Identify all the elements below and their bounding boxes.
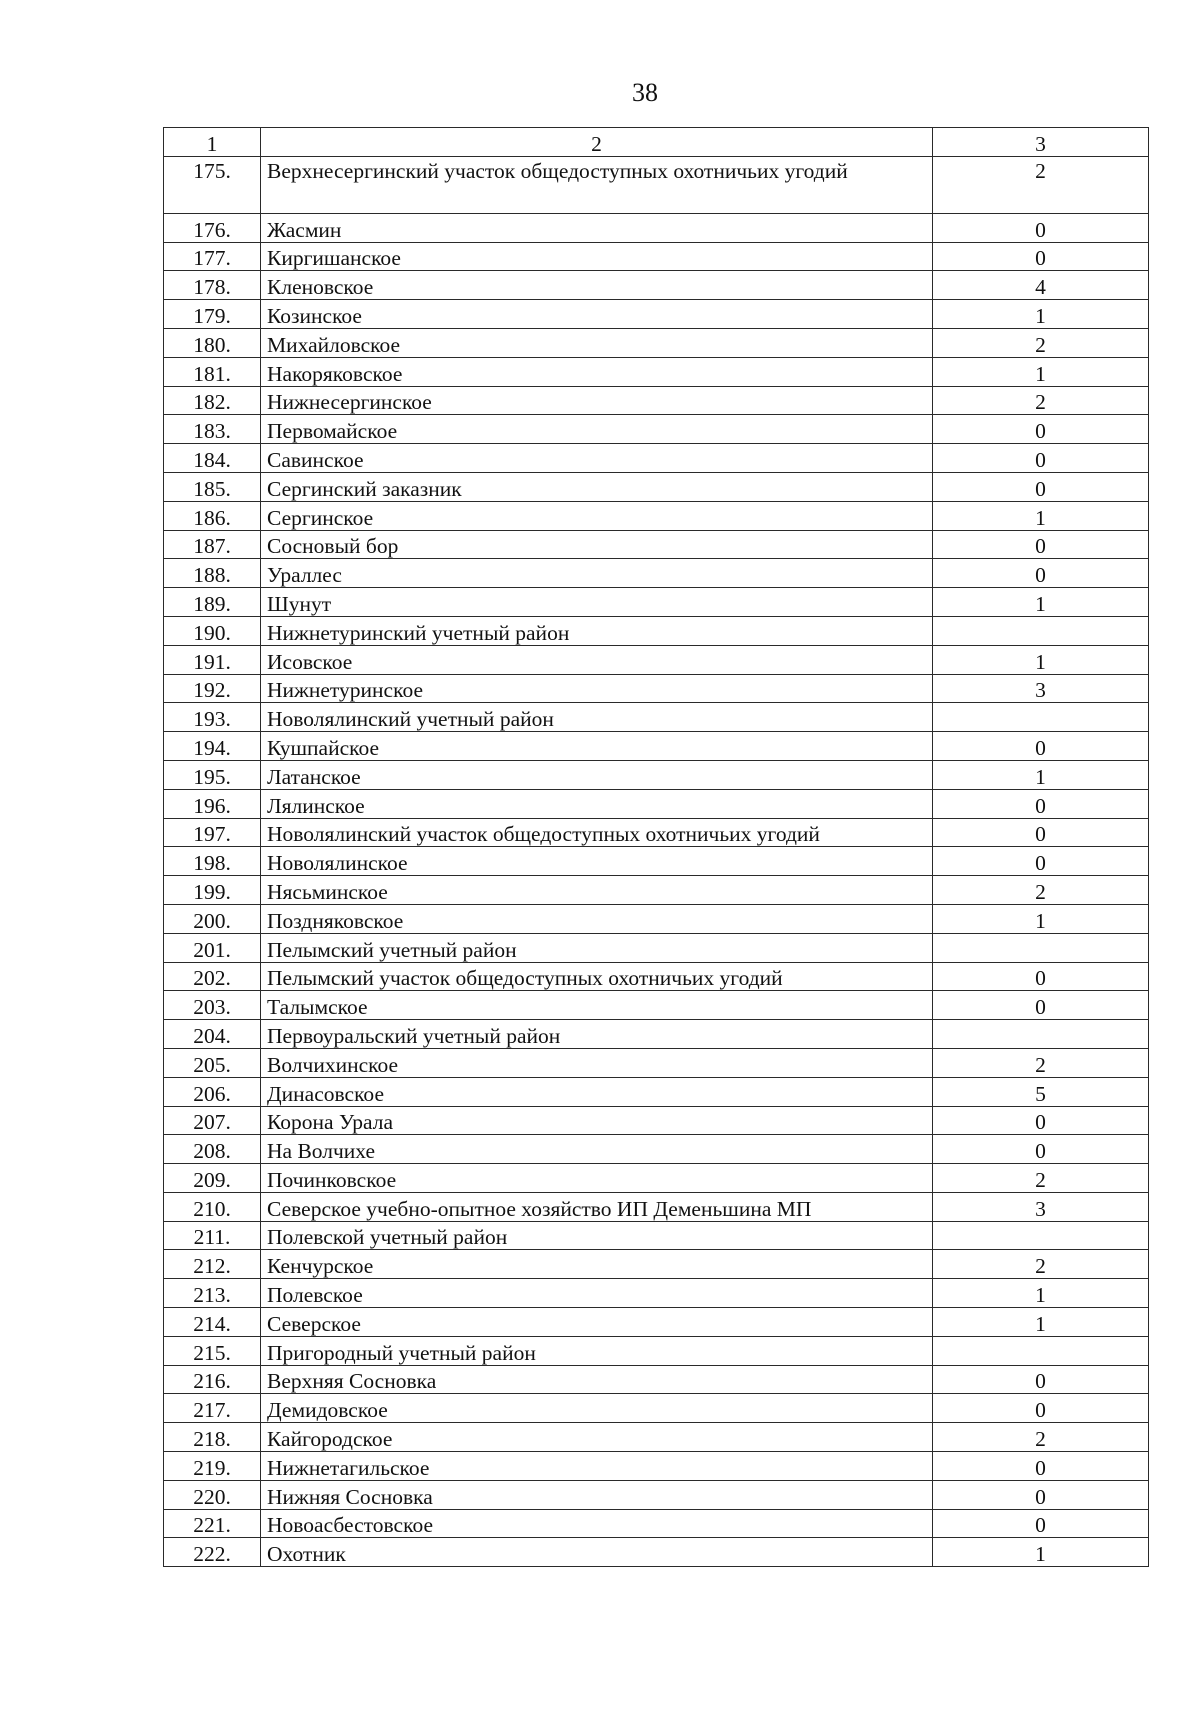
row-number: 212. [164, 1250, 261, 1279]
table-row [164, 1048, 1149, 1077]
row-value: 0 [933, 1106, 1149, 1135]
row-name: Сергинское [261, 501, 933, 530]
row-value: 1 [933, 1538, 1149, 1567]
row-number: 199. [164, 876, 261, 905]
row-name: Сосновый бор [261, 530, 933, 559]
table-row [164, 300, 1149, 329]
table-row [164, 328, 1149, 357]
row-value: 0 [933, 415, 1149, 444]
row-name: Новоасбестовское [261, 1509, 933, 1538]
row-name: Полевское [261, 1279, 933, 1308]
header-col-3: 3 [933, 128, 1149, 157]
row-value [933, 933, 1149, 962]
row-name: Нижнетагильское [261, 1452, 933, 1481]
row-name: Накоряковское [261, 357, 933, 386]
row-name: Козинское [261, 300, 933, 329]
row-name: Новолялинский участок общедоступных охотничьих угодий [261, 818, 933, 847]
row-number: 177. [164, 242, 261, 271]
row-name: Кушпайское [261, 732, 933, 761]
row-number: 204. [164, 1020, 261, 1049]
row-value: 1 [933, 1308, 1149, 1337]
table-row [164, 1538, 1149, 1567]
row-value: 1 [933, 904, 1149, 933]
row-value: 0 [933, 213, 1149, 242]
row-name: Динасовское [261, 1077, 933, 1106]
row-name: Пелымский учетный район [261, 933, 933, 962]
table-row [164, 588, 1149, 617]
row-name: Латанское [261, 760, 933, 789]
row-number: 183. [164, 415, 261, 444]
row-value [933, 1020, 1149, 1049]
table-row [164, 1106, 1149, 1135]
row-number: 178. [164, 271, 261, 300]
row-value: 1 [933, 760, 1149, 789]
table-header-row [164, 128, 1149, 157]
row-number: 192. [164, 674, 261, 703]
row-value [933, 616, 1149, 645]
row-value: 1 [933, 645, 1149, 674]
table-row [164, 1394, 1149, 1423]
row-number: 189. [164, 588, 261, 617]
table-row [164, 386, 1149, 415]
row-number: 184. [164, 444, 261, 473]
row-name: Полевской учетный район [261, 1221, 933, 1250]
row-value: 1 [933, 501, 1149, 530]
table-row [164, 1336, 1149, 1365]
page-number: 38 [632, 78, 658, 107]
row-name: Жасмин [261, 213, 933, 242]
table-row [164, 1135, 1149, 1164]
table-row [164, 760, 1149, 789]
row-number: 208. [164, 1135, 261, 1164]
row-name: Корона Урала [261, 1106, 933, 1135]
row-name: Нижнетуринское [261, 674, 933, 703]
row-number: 205. [164, 1048, 261, 1077]
row-name: Поздняковское [261, 904, 933, 933]
row-number: 186. [164, 501, 261, 530]
row-number: 207. [164, 1106, 261, 1135]
row-name: Северское [261, 1308, 933, 1337]
row-number: 198. [164, 847, 261, 876]
row-value: 0 [933, 1135, 1149, 1164]
table-row [164, 415, 1149, 444]
row-value: 0 [933, 242, 1149, 271]
row-number: 197. [164, 818, 261, 847]
row-name: Лялинское [261, 789, 933, 818]
row-name: Талымское [261, 991, 933, 1020]
row-value: 0 [933, 1394, 1149, 1423]
table-row [164, 1077, 1149, 1106]
table-row [164, 501, 1149, 530]
row-value: 3 [933, 674, 1149, 703]
row-value: 0 [933, 1365, 1149, 1394]
row-name: Пелымский участок общедоступных охотничьих угодий [261, 962, 933, 991]
row-value: 0 [933, 962, 1149, 991]
row-number: 203. [164, 991, 261, 1020]
row-number: 193. [164, 703, 261, 732]
table-row [164, 933, 1149, 962]
row-number: 206. [164, 1077, 261, 1106]
row-value: 0 [933, 789, 1149, 818]
hunting-grounds-table [163, 127, 1149, 1567]
row-value: 2 [933, 386, 1149, 415]
table-row [164, 1221, 1149, 1250]
table-row [164, 357, 1149, 386]
row-name: Пригородный учетный район [261, 1336, 933, 1365]
row-number: 219. [164, 1452, 261, 1481]
row-name: Кленовское [261, 271, 933, 300]
row-value: 0 [933, 1509, 1149, 1538]
row-name: Нясьминское [261, 876, 933, 905]
row-number: 222. [164, 1538, 261, 1567]
row-name: Кенчурское [261, 1250, 933, 1279]
row-name: Савинское [261, 444, 933, 473]
row-number: 218. [164, 1423, 261, 1452]
row-number: 175. [164, 156, 261, 213]
row-name: Демидовское [261, 1394, 933, 1423]
row-name: Михайловское [261, 328, 933, 357]
row-value: 1 [933, 1279, 1149, 1308]
row-value: 1 [933, 357, 1149, 386]
row-value: 0 [933, 444, 1149, 473]
header-col-1: 1 [164, 128, 261, 157]
row-value [933, 703, 1149, 732]
row-name: Нижнетуринский учетный район [261, 616, 933, 645]
row-number: 214. [164, 1308, 261, 1337]
row-value: 2 [933, 1048, 1149, 1077]
row-value: 0 [933, 847, 1149, 876]
row-number: 213. [164, 1279, 261, 1308]
table-row [164, 1020, 1149, 1049]
row-value: 3 [933, 1192, 1149, 1221]
row-name: Шунут [261, 588, 933, 617]
row-value: 1 [933, 588, 1149, 617]
table-row [164, 1480, 1149, 1509]
row-value: 5 [933, 1077, 1149, 1106]
row-value: 0 [933, 472, 1149, 501]
table-row [164, 1308, 1149, 1337]
row-number: 216. [164, 1365, 261, 1394]
row-value: 2 [933, 876, 1149, 905]
table-row [164, 703, 1149, 732]
table-row [164, 1164, 1149, 1193]
table-row [164, 962, 1149, 991]
row-number: 182. [164, 386, 261, 415]
row-name: Нижняя Сосновка [261, 1480, 933, 1509]
row-name: Новолялинский учетный район [261, 703, 933, 732]
row-name: Починковское [261, 1164, 933, 1193]
row-value: 4 [933, 271, 1149, 300]
row-number: 220. [164, 1480, 261, 1509]
table-row [164, 732, 1149, 761]
row-name: Первомайское [261, 415, 933, 444]
row-number: 181. [164, 357, 261, 386]
row-number: 200. [164, 904, 261, 933]
table-row [164, 1365, 1149, 1394]
row-number: 221. [164, 1509, 261, 1538]
row-number: 195. [164, 760, 261, 789]
row-value: 2 [933, 1250, 1149, 1279]
table-row [164, 674, 1149, 703]
row-name: Новолялинское [261, 847, 933, 876]
row-number: 187. [164, 530, 261, 559]
table-row [164, 876, 1149, 905]
row-name: Верхняя Сосновка [261, 1365, 933, 1394]
row-value: 0 [933, 1480, 1149, 1509]
row-value: 1 [933, 300, 1149, 329]
row-number: 180. [164, 328, 261, 357]
row-name: Исовское [261, 645, 933, 674]
row-number: 190. [164, 616, 261, 645]
table-row [164, 1423, 1149, 1452]
table-row [164, 1509, 1149, 1538]
row-value: 2 [933, 1164, 1149, 1193]
table-row [164, 213, 1149, 242]
row-value: 2 [933, 156, 1149, 213]
row-value: 2 [933, 328, 1149, 357]
table-row [164, 616, 1149, 645]
table-row [164, 156, 1149, 213]
row-name: Охотник [261, 1538, 933, 1567]
row-value [933, 1336, 1149, 1365]
row-name: Волчихинское [261, 1048, 933, 1077]
row-name: Кайгородское [261, 1423, 933, 1452]
table-row [164, 789, 1149, 818]
table-row [164, 1452, 1149, 1481]
header-col-2: 2 [261, 128, 933, 157]
row-name: Киргишанское [261, 242, 933, 271]
row-number: 209. [164, 1164, 261, 1193]
row-number: 179. [164, 300, 261, 329]
row-value [933, 1221, 1149, 1250]
row-number: 217. [164, 1394, 261, 1423]
row-number: 185. [164, 472, 261, 501]
row-number: 215. [164, 1336, 261, 1365]
row-value: 0 [933, 991, 1149, 1020]
row-value: 0 [933, 732, 1149, 761]
row-number: 211. [164, 1221, 261, 1250]
table-row [164, 847, 1149, 876]
row-value: 0 [933, 559, 1149, 588]
row-number: 196. [164, 789, 261, 818]
table-row [164, 1250, 1149, 1279]
row-number: 176. [164, 213, 261, 242]
row-name: Сергинский заказник [261, 472, 933, 501]
table-row [164, 991, 1149, 1020]
row-number: 201. [164, 933, 261, 962]
row-value: 0 [933, 530, 1149, 559]
row-value: 2 [933, 1423, 1149, 1452]
table-row [164, 645, 1149, 674]
row-name: Первоуральский учетный район [261, 1020, 933, 1049]
row-value: 0 [933, 818, 1149, 847]
table-row [164, 530, 1149, 559]
row-name: Ураллес [261, 559, 933, 588]
table-row [164, 818, 1149, 847]
table-row [164, 1192, 1149, 1221]
table-row [164, 444, 1149, 473]
table-row [164, 904, 1149, 933]
row-number: 210. [164, 1192, 261, 1221]
row-number: 188. [164, 559, 261, 588]
row-value: 0 [933, 1452, 1149, 1481]
row-name: Северское учебно-опытное хозяйство ИП Деменьшина МП [261, 1192, 933, 1221]
table-row [164, 242, 1149, 271]
table-row [164, 559, 1149, 588]
table-body [164, 128, 1149, 1567]
row-number: 191. [164, 645, 261, 674]
row-number: 194. [164, 732, 261, 761]
row-name: Верхнесергинский участок общедоступных охотничьих угодий [261, 156, 933, 213]
table-row [164, 271, 1149, 300]
row-name: Нижнесергинское [261, 386, 933, 415]
row-number: 202. [164, 962, 261, 991]
table-row [164, 1279, 1149, 1308]
table-row [164, 472, 1149, 501]
row-name: На Волчихе [261, 1135, 933, 1164]
